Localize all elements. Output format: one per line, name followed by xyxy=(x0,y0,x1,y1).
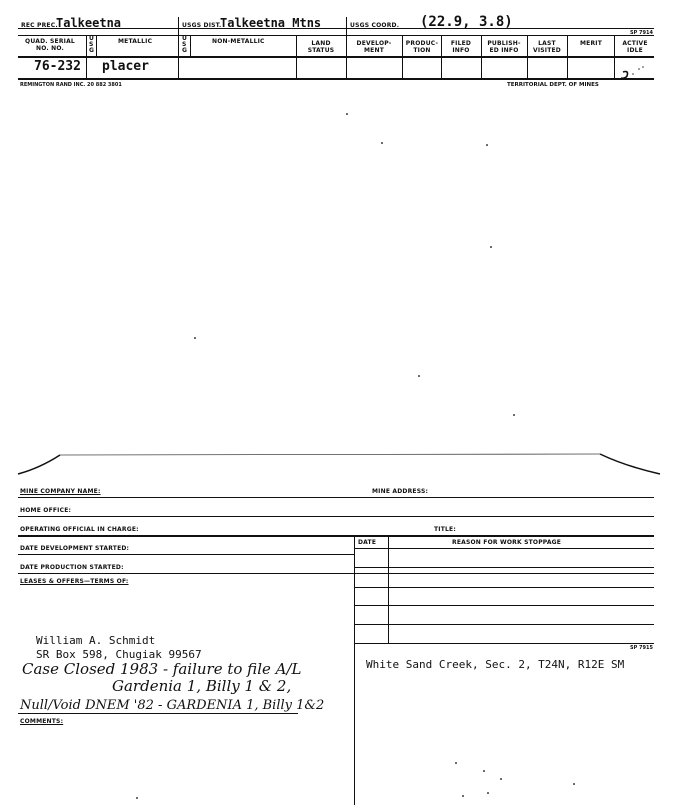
record-metallic: placer xyxy=(102,59,149,74)
usgs-coord-label: USGS COORD. xyxy=(350,22,400,29)
col-active-idle: ACTIVE IDLE xyxy=(622,40,648,54)
top-card-bottom-rule xyxy=(18,78,654,80)
territorial-dept-imprint: TERRITORIAL DEPT. OF MINES xyxy=(507,82,599,88)
rec-prec-label: REC PREC. xyxy=(21,22,58,29)
date-development-label: DATE DEVELOPMENT STARTED: xyxy=(20,545,130,552)
handwritten-null-void: Null/Void DNEM '82 - GARDENIA 1, Billy 1&2 xyxy=(20,698,325,713)
active-idle-mark xyxy=(619,64,649,82)
col-non-metallic: NON-METALLIC xyxy=(212,38,265,45)
rec-prec-value: Talkeetna xyxy=(56,16,122,30)
col-quad-serial: QUAD. SERIAL NO. NO. xyxy=(25,38,75,52)
record-quad-serial: 76-232 xyxy=(34,59,81,74)
date-production-label: DATE PRODUCTION STARTED: xyxy=(20,564,124,571)
top-card-header-bottom-rule xyxy=(18,56,654,58)
form-code-top: SP 7914 xyxy=(630,30,653,36)
handwritten-claims: Gardenia 1, Billy 1 & 2, xyxy=(112,677,292,695)
reason-column-label: REASON FOR WORK STOPPAGE xyxy=(452,539,562,546)
col-development: DEVELOP- MENT xyxy=(356,40,392,54)
col-usg-metallic: U S G xyxy=(89,35,95,54)
col-last-visited: LAST VISITED xyxy=(532,40,561,54)
printer-imprint: REMINGTON RAND INC. 20 882 3801 xyxy=(20,82,122,88)
date-column-label: DATE xyxy=(358,539,377,546)
col-land-status: LAND STATUS xyxy=(307,40,335,54)
operating-official-label: OPERATING OFFICIAL IN CHARGE: xyxy=(20,526,139,533)
owner-name: William A. Schmidt xyxy=(36,634,156,647)
col-filed-info: FILED INFO xyxy=(450,40,472,54)
col-metallic: METALLIC xyxy=(118,38,153,45)
mine-address-label: MINE ADDRESS: xyxy=(372,488,429,495)
usgs-dist-value: Talkeetna Mtns xyxy=(220,16,322,30)
home-office-label: HOME OFFICE: xyxy=(20,507,72,514)
mine-company-name-label: MINE COMPANY NAME: xyxy=(20,488,101,495)
title-label: TITLE: xyxy=(434,526,456,533)
handwritten-case-closed: Case Closed 1983 - failure to file A/L xyxy=(22,660,302,678)
owner-address: SR Box 598, Chugiak 99567 xyxy=(36,648,202,661)
form-code-bottom: SP 7915 xyxy=(630,645,653,651)
card-edge-curves xyxy=(0,440,678,500)
col-production: PRODUC- TION xyxy=(405,40,439,54)
top-card-column-rule xyxy=(18,35,654,36)
location-description: White Sand Creek, Sec. 2, T24N, R12E SM xyxy=(366,658,625,671)
usgs-coord-value: (22.9, 3.8) xyxy=(420,14,513,30)
col-merit: MERIT xyxy=(579,40,602,47)
leases-offers-label: LEASES & OFFERS—TERMS OF: xyxy=(20,578,129,585)
comments-label: COMMENTS: xyxy=(20,718,64,725)
col-published-info: PUBLISH- ED INFO xyxy=(487,40,521,54)
usgs-dist-label: USGS DIST. xyxy=(182,22,222,29)
col-usg-nonmetallic: U S G xyxy=(182,35,188,54)
